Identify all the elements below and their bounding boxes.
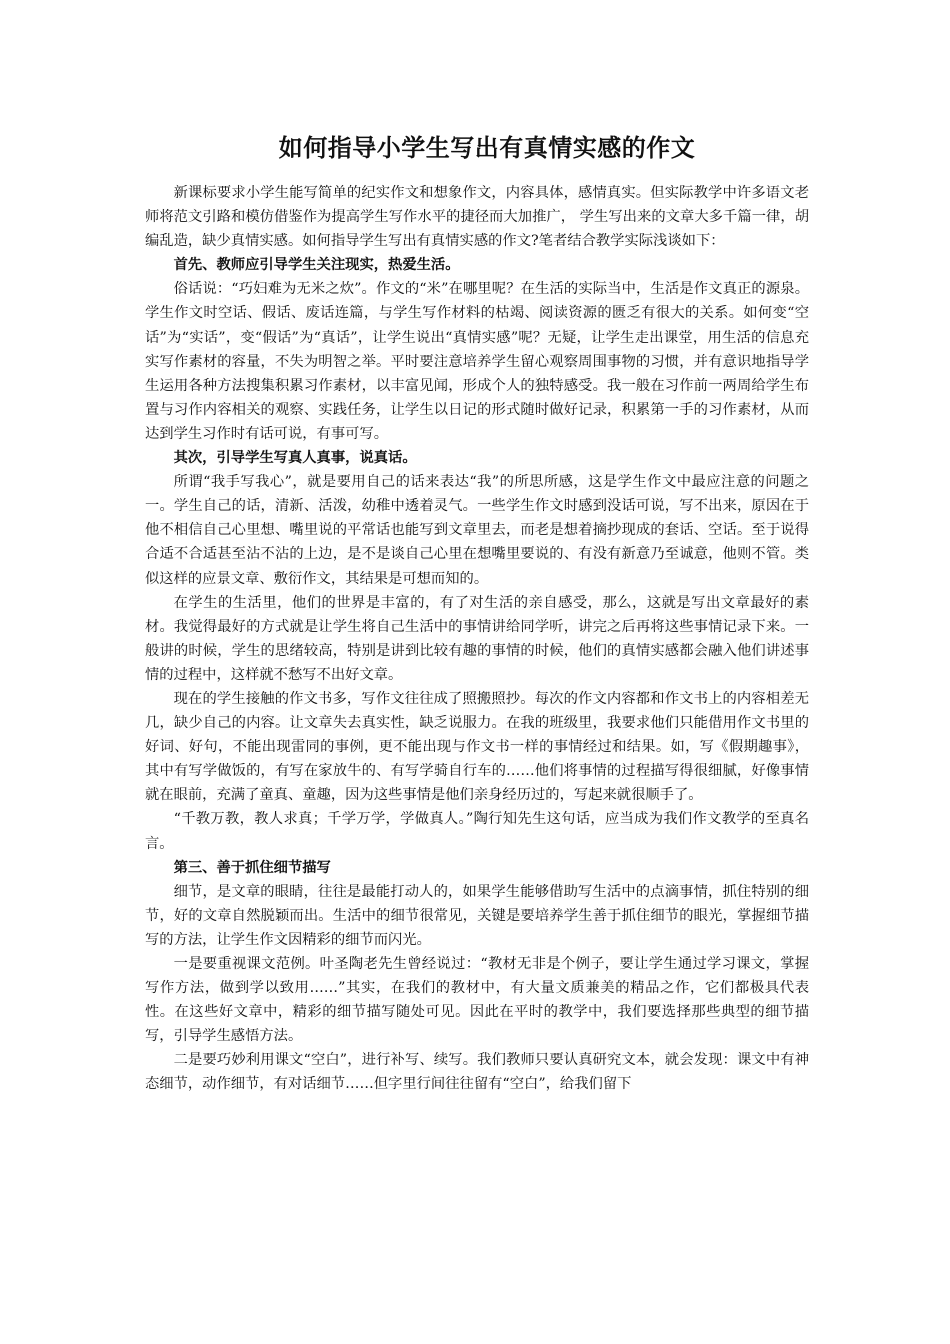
body-paragraph: 在学生的生活里，他们的世界是丰富的，有了对生活的亲自感受，那么，这就是写出文章最好的素材。我觉得最好的方式就是让学生将自己生活中的事情讲给同学听，讲完之后再将这些事情记录下来。一般讲的时候，学生的思绪较高，特别是讲到比较有趣的事情的时候，他们的真情实感都会融入他们讲述事情的过程中，这样就不愁写不出好文章。 xyxy=(145,594,809,683)
intro-paragraph: 新课标要求小学生能写简单的纪实作文和想象作文，内容具体，感情真实。但实际教学中许多语文老师将范文引路和模仿借鉴作为提高学生写作水平的捷径而大加推广， 学生写出来的文章大多千篇一律，胡编乱造，缺少真情实感。如何指导学生写出有真情实感的作文?笔者结合教学实际浅谈如下： xyxy=(145,185,809,250)
section-heading-first: 首先、教师应引导学生关注现实，热爱生活。 xyxy=(173,257,460,274)
body-paragraph: 细节，是文章的眼睛，往往是最能打动人的，如果学生能够借助写生活中的点滴事情，抓住特别的细节，好的文章自然脱颖而出。生活中的细节很常见，关键是要培养学生善于抓住细节的眼光，掌握细节描写的方法，让学生作文因精彩的细节而闪光。 xyxy=(145,883,809,948)
document-page xyxy=(145,128,809,1097)
body-paragraph: 俗话说：“巧妇难为无米之炊”。作文的“米”在哪里呢？在生活的实际当中，生活是作文真正的源泉。学生作文时空话、假话、废话连篇，与学生写作材料的枯竭、阅读资源的匮乏有很大的关系。如何变“空话”为“实话”，变“假话”为“真话”，让学生说出“真情实感”呢？无疑，让学生走出课堂，用生活的信息充实写作素材的容量，不失为明智之举。平时要注意培养学生留心观察周围事物的习惯，并有意识地指导学生运用各种方法搜集积累习作素材，以丰富见闻，形成个人的独特感受。我一般在习作前一两周给学生布置与习作内容相关的观察、实践任务，让学生以日记的形式随时做好记录，积累第一手的习作素材，从而达到学生习作时有话可说，有事可写。 xyxy=(145,281,809,442)
quote-paragraph: “千教万教，教人求真；千学万学，学做真人。”陶行知先生这句话，应当成为我们作文教学的至真名言。 xyxy=(145,811,809,852)
section-heading-third: 第三、善于抓住细节描写 xyxy=(173,859,331,876)
section-heading-second: 其次，引导学生写真人真事，说真话。 xyxy=(173,450,417,467)
body-paragraph: 所谓“我手写我心”，就是要用自己的话来表达“我”的所思所感，这是学生作文中最应注意的问题之一。学生自己的话，清新、活泼，幼稚中透着灵气。一些学生作文时感到没话可说，写不出来，原因在于他不相信自己心里想、嘴里说的平常话也能写到文章里去，而老是想着摘抄现成的套话、空话。至于说得合适不合适甚至沾不沾的上边，是不是谈自己心里在想嘴里要说的、有没有新意乃至诚意，他则不管。类似这样的应景文章、敷衍作文，其结果是可想而知的。 xyxy=(145,474,809,587)
body-paragraph: 一是要重视课文范例。叶圣陶老先生曾经说过：“教材无非是个例子，要让学生通过学习课文，掌握写作方法，做到学以致用……”其实，在我们的教材中，有大量文质兼美的精品之作，它们都极具代表性。在这些好文章中，精彩的细节描写随处可见。因此在平时的教学中，我们要选择那些典型的细节描写，引导学生感悟方法。 xyxy=(145,956,809,1045)
body-paragraph: 二是要巧妙利用课文“空白”，进行补写、续写。我们教师只要认真研究文本，就会发现：课文中有神态细节，动作细节，有对话细节……但字里行间往往留有“空白”，给我们留下 xyxy=(145,1052,809,1093)
body-paragraph: 现在的学生接触的作文书多，写作文往往成了照搬照抄。每次的作文内容都和作文书上的内容相差无几，缺少自己的内容。让文章失去真实性，缺乏说服力。在我的班级里，我要求他们只能借用作文书里的好词、好句，不能出现雷同的事例，更不能出现与作文书一样的事情经过和结果。如，写《假期趣事》，其中有写学做饭的，有写在家放牛的、有写学骑自行车的……他们将事情的过程描写得很细腻，好像事情就在眼前，充满了童真、童趣，因为这些事情是他们亲身经历过的，写起来就很顺手了。 xyxy=(145,690,809,804)
document-title: 如何指导小学生写出有真情实感的作文 xyxy=(278,133,696,162)
